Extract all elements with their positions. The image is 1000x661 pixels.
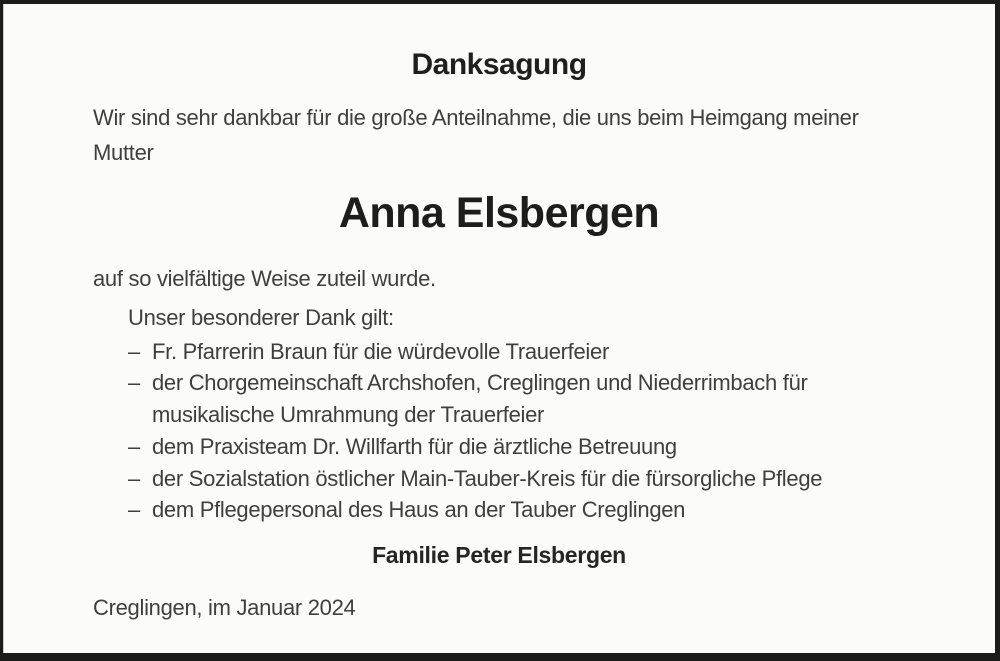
thanks-item-text: dem Praxisteam Dr. Willfarth für die ärztliche Betreuung bbox=[152, 433, 677, 459]
thanks-item-text: dem Pflegepersonal des Haus an der Tauber Creglingen bbox=[152, 497, 686, 523]
list-dash-marker: – bbox=[128, 497, 140, 523]
list-dash-marker: – bbox=[128, 338, 140, 364]
thanks-item-text: der Sozialstation östlicher Main-Tauber-Kreis für die fürsorgliche Pflege bbox=[152, 465, 823, 491]
thanks-item-text: der Chorgemeinschaft Archshofen, Creglingen und Niederrimbach für musikalische Umrahmung der Trauerfeier bbox=[152, 370, 808, 428]
list-dash-marker: – bbox=[128, 370, 140, 396]
deceased-name: Anna Elsbergen bbox=[338, 189, 660, 237]
place-date: Creglingen, im Januar 2024 bbox=[93, 594, 356, 620]
list-dash-marker: – bbox=[128, 465, 140, 491]
thanks-section bbox=[128, 302, 928, 526]
thanks-item bbox=[128, 463, 928, 495]
family-signature: Familie Peter Elsbergen bbox=[372, 541, 626, 568]
list-dash-marker: – bbox=[128, 433, 140, 459]
intro-paragraph: Wir sind sehr dankbar für die große Anteilnahme, die uns beim Heimgang meiner Mutter bbox=[93, 105, 859, 165]
thanks-item bbox=[128, 367, 928, 430]
thanks-item-text: Fr. Pfarrerin Braun für die würdevolle Trauerfeier bbox=[152, 338, 609, 364]
thanks-item bbox=[128, 431, 928, 463]
thanks-heading: Unser besonderer Dank gilt: bbox=[128, 305, 394, 330]
danksagung-title: Danksagung bbox=[411, 48, 587, 81]
obituary-card bbox=[3, 4, 995, 653]
intro-continuation: auf so vielfältige Weise zuteil wurde. bbox=[93, 266, 436, 291]
thanks-item bbox=[128, 336, 928, 368]
thanks-item bbox=[128, 494, 928, 526]
